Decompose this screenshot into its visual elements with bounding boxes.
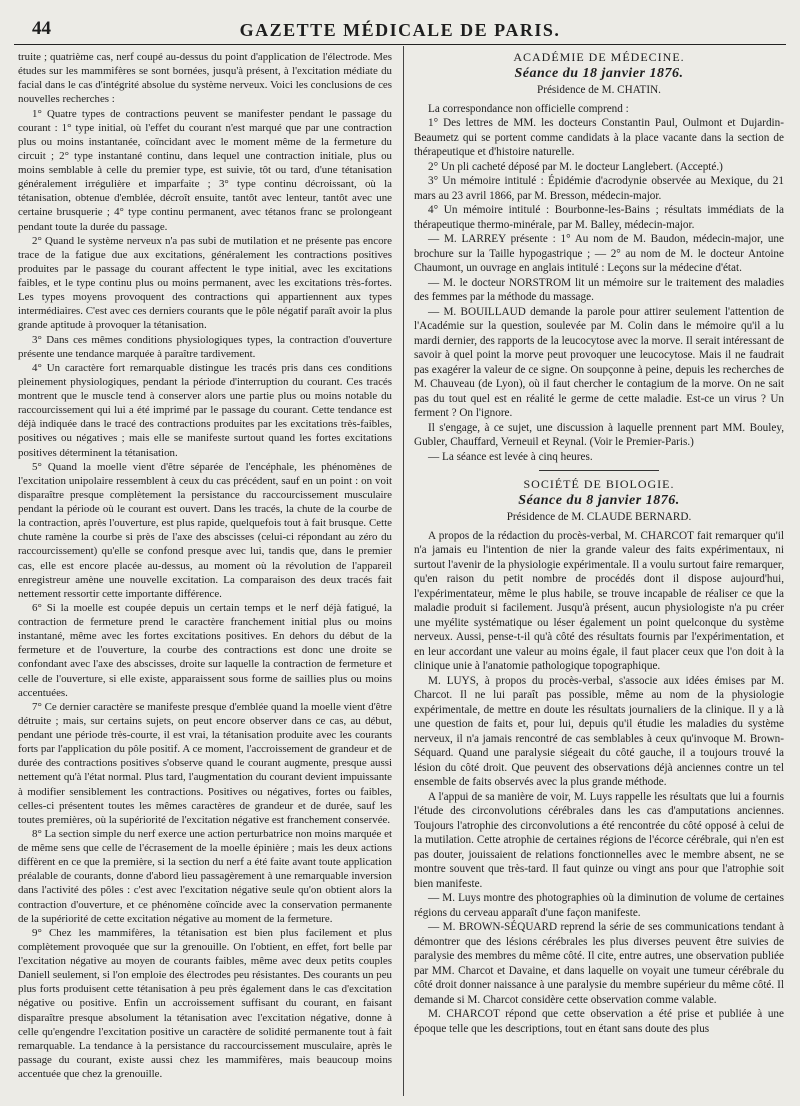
right-column [414,50,784,1036]
paragraph: 5° Quand la moelle vient d'être séparée de l'encéphale, les phénomènes de l'excitation unipolaire ressemblent à ceux du cas précédent, sauf en un point : on voit disparaître presque complètement la persistance du raccourcissement musculaire pendant la période où le courant est ouvert. Dans les tracés, la chute de la courbe de la contraction, après l'ouverture, est plus rapide, quelquefois tout à fait brusque. Cette chute ramène la courbe si près de l'axe des abscisses (celui-ci répondant au zéro du raccourcissement) qu'elle se confond presque avec lui, tandis que, dans le premier cas, elle est encore placée au-dessus, au moment où la révolution de l'appareil enregistreur amène une nouvelle excitation. La comparaison des deux tracés fait nettement ressortir cette importante différence. [18,460,392,600]
paragraph: 4° Un caractère fort remarquable distingue les tracés pris dans ces conditions pleinement physiologiques, pendant la période d'interruption du courant. Ces tracés montrent que le muscle tend à conserver alors une partie plus ou moins notable du raccourcissement qui lui a été imprimé par le passage du courant. Cette tendance est déjà indiquée dans le tracé des contractions produites par les excitations très-faibles, positives ou négatives ; mais elle se manifeste surtout quand les fortes excitations positives déterminent la tétanisation. [18,361,392,459]
page-number: 44 [32,18,51,39]
paragraph: 8° La section simple du nerf exerce une action perturbatrice non moins marquée et de même sens que celle de l'écrasement de la moelle épinière ; mais les deux actions diffèrent en ce que la première, si la section du nerf a été faite avant toute application préalable de courants, donne d'abord lieu passagèrement à une remarquable inversion dans l'activité des pôles : c'est avec l'excitation négative seule qu'on obtient alors la contraction d'ouverture, et ce phénomène coïncide avec la conservation permanente de la supériorité de cette excitation négative au moment de la fermeture. [18,827,392,925]
paragraph: — M. BOUILLAUD demande la parole pour attirer seulement l'attention de l'Académie sur la question, soulevée par M. Colin dans le mémoire qu'il a lu mardi dernier, des rapports de la leucocytose avec la morve. Il serait intéressant de savoir à quel point la morve peut provoquer une leucocytose. Mais il ne faudrait pas exagérer la valeur de ce signe. On soupçonne à peine, depuis les recherches de M. Chauveau (de Lyon), où il faut chercher le contagium de la morve. On ne sait pas du tout quel est en réalité le germe de cette maladie. Est-ce un virus ? Un ferment ? On l'ignore. [414,305,784,419]
paragraph: A propos de la rédaction du procès-verbal, M. CHARCOT fait remarquer qu'il n'a jamais eu l'intention de nier la grande valeur des faits expérimentaux, ni surtout l'avenir de la physiologie expérimentale. Il a voulu surtout faire remarquer, qu'en raison du petit nombre de procédés dont il dispose aujourd'hui, l'expérimentateur, même le plus habile, se trouve incapable de réaliser ce que la maladie produit si facilement. Jusqu'à présent, aucun physiologiste n'a pu créer une myélite systématique ou léser également un point quelconque du système nerveux. Aussi, pense-t-il qu'à côté des résultats fournis par l'expérimentation, et en leur accordant une valeur au moins égale, il faut placer ceux que l'on doit à la clinique unie à l'anatomie pathologique topographique. [414,529,784,672]
paragraph: truite ; quatrième cas, nerf coupé au-dessus du point d'application de l'électrode. Mes études sur les mammifères se sont bornées, jusqu'à présent, à l'excitation médiate du facial dans le cas d'intégrité absolue du système nerveux. Voici les conclusions de ces nouvelles recherches : [18,51,392,106]
paragraph: Il s'engage, à ce sujet, une discussion à laquelle prennent part MM. Bouley, Gubler, Chauffard, Verneuil et Reynal. (Voir le Premier-Paris.) [414,421,784,448]
paragraph: A l'appui de sa manière de voir, M. Luys rappelle les résultats que lui a fournis l'étude des circonvolutions cérébrales dans les cas d'amputations anciennes. Toujours l'atrophie des circonvolutions a été rencontrée du côté opposé à celui de la mutilation. Cette atrophie de certaines régions de l'écorce cérébrale, qui n'en est pas douter, jouissaient de relations fonctionnelles avec le membre absent, ne se montre souvent que très-tard. Il faut quinze ou vingt ans pour que l'atrophie soit bien manifeste. [414,790,784,890]
page-header [14,18,786,42]
paragraph: — M. LARREY présente : 1° Au nom de M. Baudon, médecin-major, une brochure sur la Taille hypogastrique ; — 2° au nom de M. le docteur Antoine Chaumont, un ouvrage en anglais intitulé : Leçons sur la médecine d'état. [414,233,784,274]
column-divider [403,46,404,1096]
paragraph: — La séance est levée à cinq heures. [428,450,593,463]
presidence-line: Présidence de M. CLAUDE BERNARD. [506,511,692,523]
paragraph: La correspondance non officielle comprend : [428,102,629,115]
paragraph: 2° Quand le système nerveux n'a pas subi de mutilation et ne présente pas encore trace de la fatigue due aux excitations, généralement les contractions positives produites par le passage du courant affectent le type initial, avec les excitations faibles, et le type continu plus ou moins permanent, avec les excitations très-fortes. Les types moyens provoquent des contractions qui appartiennent aux types intermédiaires. C'est avec ces derniers courants que le pôle négatif paraît avoir la plus grande aptitude à provoquer la tétanisation. [18,234,392,332]
paragraph: — M. le docteur NORSTROM lit un mémoire sur le traitement des maladies des femmes par la méthode du massage. [414,276,784,303]
paragraph: 1° Quatre types de contractions peuvent se manifester pendant le passage du courant : 1° type initial, où l'effet du courant n'est marqué que par une contraction plus ou moins instantanée, coïncidant avec le moment même de la fermeture du circuit ; 2° type instantané continu, dans lequel une contraction initiale, plus ou moins semblable à celle du premier type, est suivie, tôt ou tard, d'une tétanisation généralement irrégulière et imparfaite ; 3° type continu décroissant, où la tétanisation, obtenue d'emblée, décroît ensuite, tantôt avec lenteur, tantôt avec une certaine brusquerie ; 4° type continu permanent, avec tétanos franc se prolongeant pendant toute la durée du passage. [18,107,392,233]
session-title: Séance du 8 janvier 1876. [518,492,680,508]
section-title: ACADÉMIE DE MÉDECINE. [513,50,685,64]
journal-title: GAZETTE MÉDICALE DE PARIS. [239,20,561,40]
section-divider [539,470,659,471]
presidence-line: Présidence de M. CHATIN. [537,84,661,96]
paragraph: 4° Un mémoire intitulé : Bourbonne-les-Bains ; résultats immédiats de la thérapeutique thermo-minérale, par M. Balley, médecin-major. [414,204,784,231]
paragraph: — M. BROWN-SÉQUARD reprend la série de ses communications tendant à démontrer que des lésions cérébrales les plus diverses peuvent être suivies de paralysie des membres du même côté. Il cite, entre autres, une observation publiée par MM. Charcot et Davaine, et dans laquelle on voyait une tumeur cérébrale du côté droit donner naissance à une paralysie du membre supérieur du même côté. Il demande si M. Charcot considère cette observation comme valable. [414,921,784,1006]
paragraph: 6° Si la moelle est coupée depuis un certain temps et le nerf déjà fatigué, la contraction de fermeture prend le caractère franchement initial plus ou moins instantané, même avec les fortes excitations positives. En dehors du début de la fermeture et de l'ouverture, la courbe des contractions est donc une droite se confondant avec l'axe des abscisses, droite sur laquelle la contraction de fermeture et celle de l'ouverture, si elle existe, apparaissent sous forme de saillies plus ou moins accentuées. [18,601,392,699]
section-title: SOCIÉTÉ DE BIOLOGIE. [523,477,675,491]
paragraph: 9° Chez les mammifères, la tétanisation est bien plus facilement et plus complètement provoquée que sur la grenouille. On l'obtient, en effet, fort belle par l'excitation négative au moyen de courants faibles, même avec deux petits couples Daniell seulement, si l'on emploie des électrodes peu résistantes. Des courants un peu plus forts produisent cette tétanisation à peu près également dans le cas d'excitation négative ou positive. Enfin un accroissement suffisant du courant, en faisant disparaître presque absolument la tétanisation avec l'excitation négative, donne à celle qu'engendre l'excitation positive un caractère de solidité permanente tout à fait remarquable. La tendance à la persistance du raccourcissement musculaire, après le passage du courant, existe aussi chez les mammifères, mais beaucoup moins accentuée que chez la grenouille. [18,926,392,1080]
paragraph: 2° Un pli cacheté déposé par M. le docteur Langlebert. (Accepté.) [428,160,723,173]
paragraph: M. LUYS, à propos du procès-verbal, s'associe aux idées émises par M. Charcot. Il ne lui paraît pas possible, même au nom de la physiologie expérimentale, de mettre en doute les résultats journaliers de la clinique. Il y a là une question de faits et, pour lui, depuis qu'il étudie les maladies du système nerveux, il n'a jamais rencontré de cas semblables à ceux qu'invoque M. Brown-Séquard. Quand une paralysie siégeait du côté gauche, il a toujours trouvé la lésion du côté droit. Que peuvent des observations déjà anciennes contre un tel ensemble de faits observés avec la plus grande méthode. [414,674,784,788]
header-rule [14,44,786,45]
paragraph: M. CHARCOT répond que cette observation a été prise et publiée à une époque telle que les descriptions, tout en étant sans doute des plus [414,1008,784,1035]
paragraph: 1° Des lettres de MM. les docteurs Constantin Paul, Oulmont et Dujardin-Beaumetz qui se portent comme candidats à la place vacante dans la section de thérapeutique et d'histoire naturelle. [414,117,784,158]
paragraph: 7° Ce dernier caractère se manifeste presque d'emblée quand la moelle vient d'être détruite ; mais, sur certains sujets, on peut encore observer dans ce cas, au début, pendant une période très-courte, il est vrai, la tétanisation produite avec les courants forts par l'application du pôle positif. A ce moment, l'accroissement de grandeur et de durée des contractions positives s'observe quand le courant augmente, presque aussi nettement qu'à l'état normal. Plus tard, l'augmentation du courant devient impuissante à modifier sensiblement les contractions. Positives ou négatives, fortes ou faibles, celles-ci présentent toutes les mêmes caractères de grandeur et de durée, sauf les toutes premières, où la supériorité de l'excitation négative est franchement conservée. [18,700,392,826]
session-title: Séance du 18 janvier 1876. [514,65,684,81]
academie-section [414,50,784,464]
paragraph: — M. Luys montre des photographies où la diminution de volume de certaines régions du cerveau apparaît d'une façon manifeste. [414,892,784,919]
left-column [18,50,392,1081]
paragraph: 3° Dans ces mêmes conditions physiologiques types, la contraction d'ouverture présente une tendance marquée à paraître tardivement. [18,333,392,360]
biologie-section [414,477,784,1036]
paragraph: 3° Un mémoire intitulé : Épidémie d'acrodynie observée au Mexique, du 21 mars au 23 avril 1866, par M. Bresson, médecin-major. [414,175,784,202]
